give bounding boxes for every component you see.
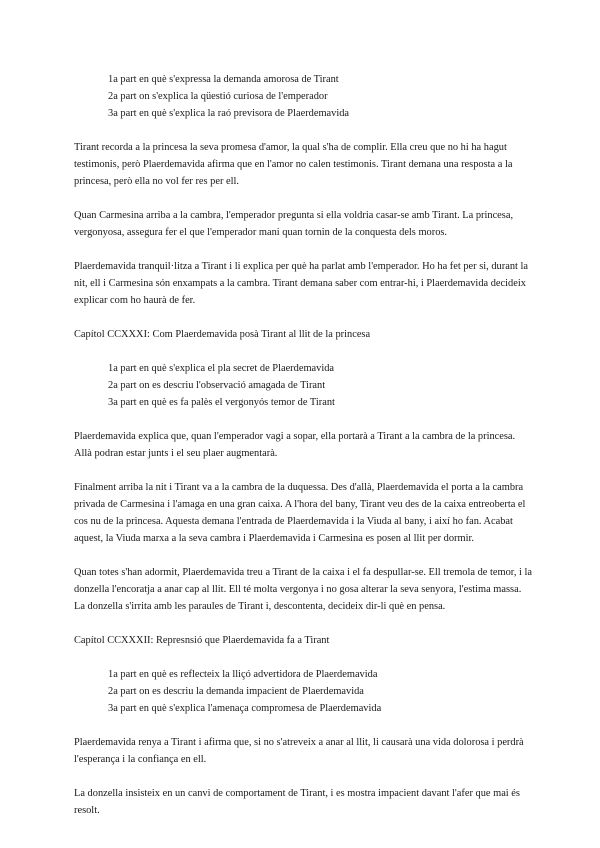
paragraph: Quan totes s'han adormit, Plaerdemavida treu a Tirant de la caixa i el fa despullar-se. Ell tremola de temor, i la donzella l'encoratja a anar cap al llit. Ell té molta vergonya i no gosa alterar la seva senyora, l'estima massa. La donzella s'irrita amb les paraules de Tirant i, descontenta, decideix dir-li què en pensa. (74, 567, 532, 612)
paragraph: Plaerdemavida explica que, quan l'emperador vagi a sopar, ella portarà a Tirant a la cambra de la princesa. Allà podran estar junts i el seu plaer augmentarà. (74, 431, 516, 459)
parts-list-intro (74, 71, 534, 122)
part-item: 1a part en què s'expressa la demanda amorosa de Tirant (108, 74, 339, 85)
paragraph: Finalment arriba la nit i Tirant va a la cambra de la duquessa. Des d'allà, Plaerdemavida el porta a la cambra privada de Carmesina i l'amaga en una gran caixa. A l'hora del bany, Tirant veu des de la caixa entreoberta el cos nu de la princesa. Aquesta demana l'entrada de Plaerdemavida i la Viuda al bany, i així ho fan. Acabat aquest, la Viuda marxa a la seva cambra i Plaerdemavida i Carmesina es posen al llit per dormir. (74, 482, 526, 544)
part-item: 3a part en què es fa palès el vergonyós temor de Tirant (108, 397, 335, 408)
paragraph: Plaerdemavida tranquil·litza a Tirant i li explica per què ha parlat amb l'emperador. Ho ha fet per si, durant la nit, ell i Carmesina són enxampats a la cambra. Tirant demana saber com entrar-hi, i Plaerdemavida decideix explicar com ho haurà de fer. (74, 261, 528, 306)
chapter-heading: Capítol CCXXXII: Represnsió que Plaerdemavida fa a Tirant (74, 635, 330, 646)
paragraph: Tirant recorda a la princesa la seva promesa d'amor, la qual s'ha de complir. Ella creu que no hi ha hagut testimonis, però Plaerdemavida afirma que en l'amor no calen testimonis. Tirant demana una resposta a la princesa, però ella no vol fer res per ell. (74, 142, 513, 187)
part-item: 2a part on es descriu la demanda impacient de Plaerdemavida (108, 686, 364, 697)
paragraph: Quan Carmesina arriba a la cambra, l'emperador pregunta si ella voldria casar-se amb Tirant. La princesa, vergonyosa, assegura fer el que l'emperador mani quan tornin de la conquesta dels moros. (74, 210, 514, 238)
part-item: 3a part en què s'explica l'amenaça compromesa de Plaerdemavida (108, 703, 382, 714)
paragraph: Plaerdemavida renya a Tirant i afirma que, si no s'atreveix a anar al llit, li causarà una vida dolorosa i perdrà l'esperança i la confiança en ell. (74, 737, 524, 765)
part-item: 2a part on s'explica la qüestió curiosa de l'emperador (108, 91, 328, 102)
part-item: 2a part on es descriu l'observació amagada de Tirant (108, 380, 326, 391)
document-page (74, 71, 534, 836)
part-item: 1a part en què s'explica el pla secret de Plaerdemavida (108, 363, 335, 374)
parts-list-chapter-232 (74, 666, 534, 717)
part-item: 3a part en què s'explica la raó previsora de Plaerdemavida (108, 108, 350, 119)
chapter-heading: Capítol CCXXXI: Com Plaerdemavida posà Tirant al llit de la princesa (74, 329, 371, 340)
parts-list-chapter-231 (74, 360, 534, 411)
paragraph: La donzella insisteix en un canvi de comportament de Tirant, i es mostra impacient davant l'afer que mai és resolt. (74, 788, 520, 816)
part-item: 1a part en què es reflecteix la lliçó advertidora de Plaerdemavida (108, 669, 378, 680)
